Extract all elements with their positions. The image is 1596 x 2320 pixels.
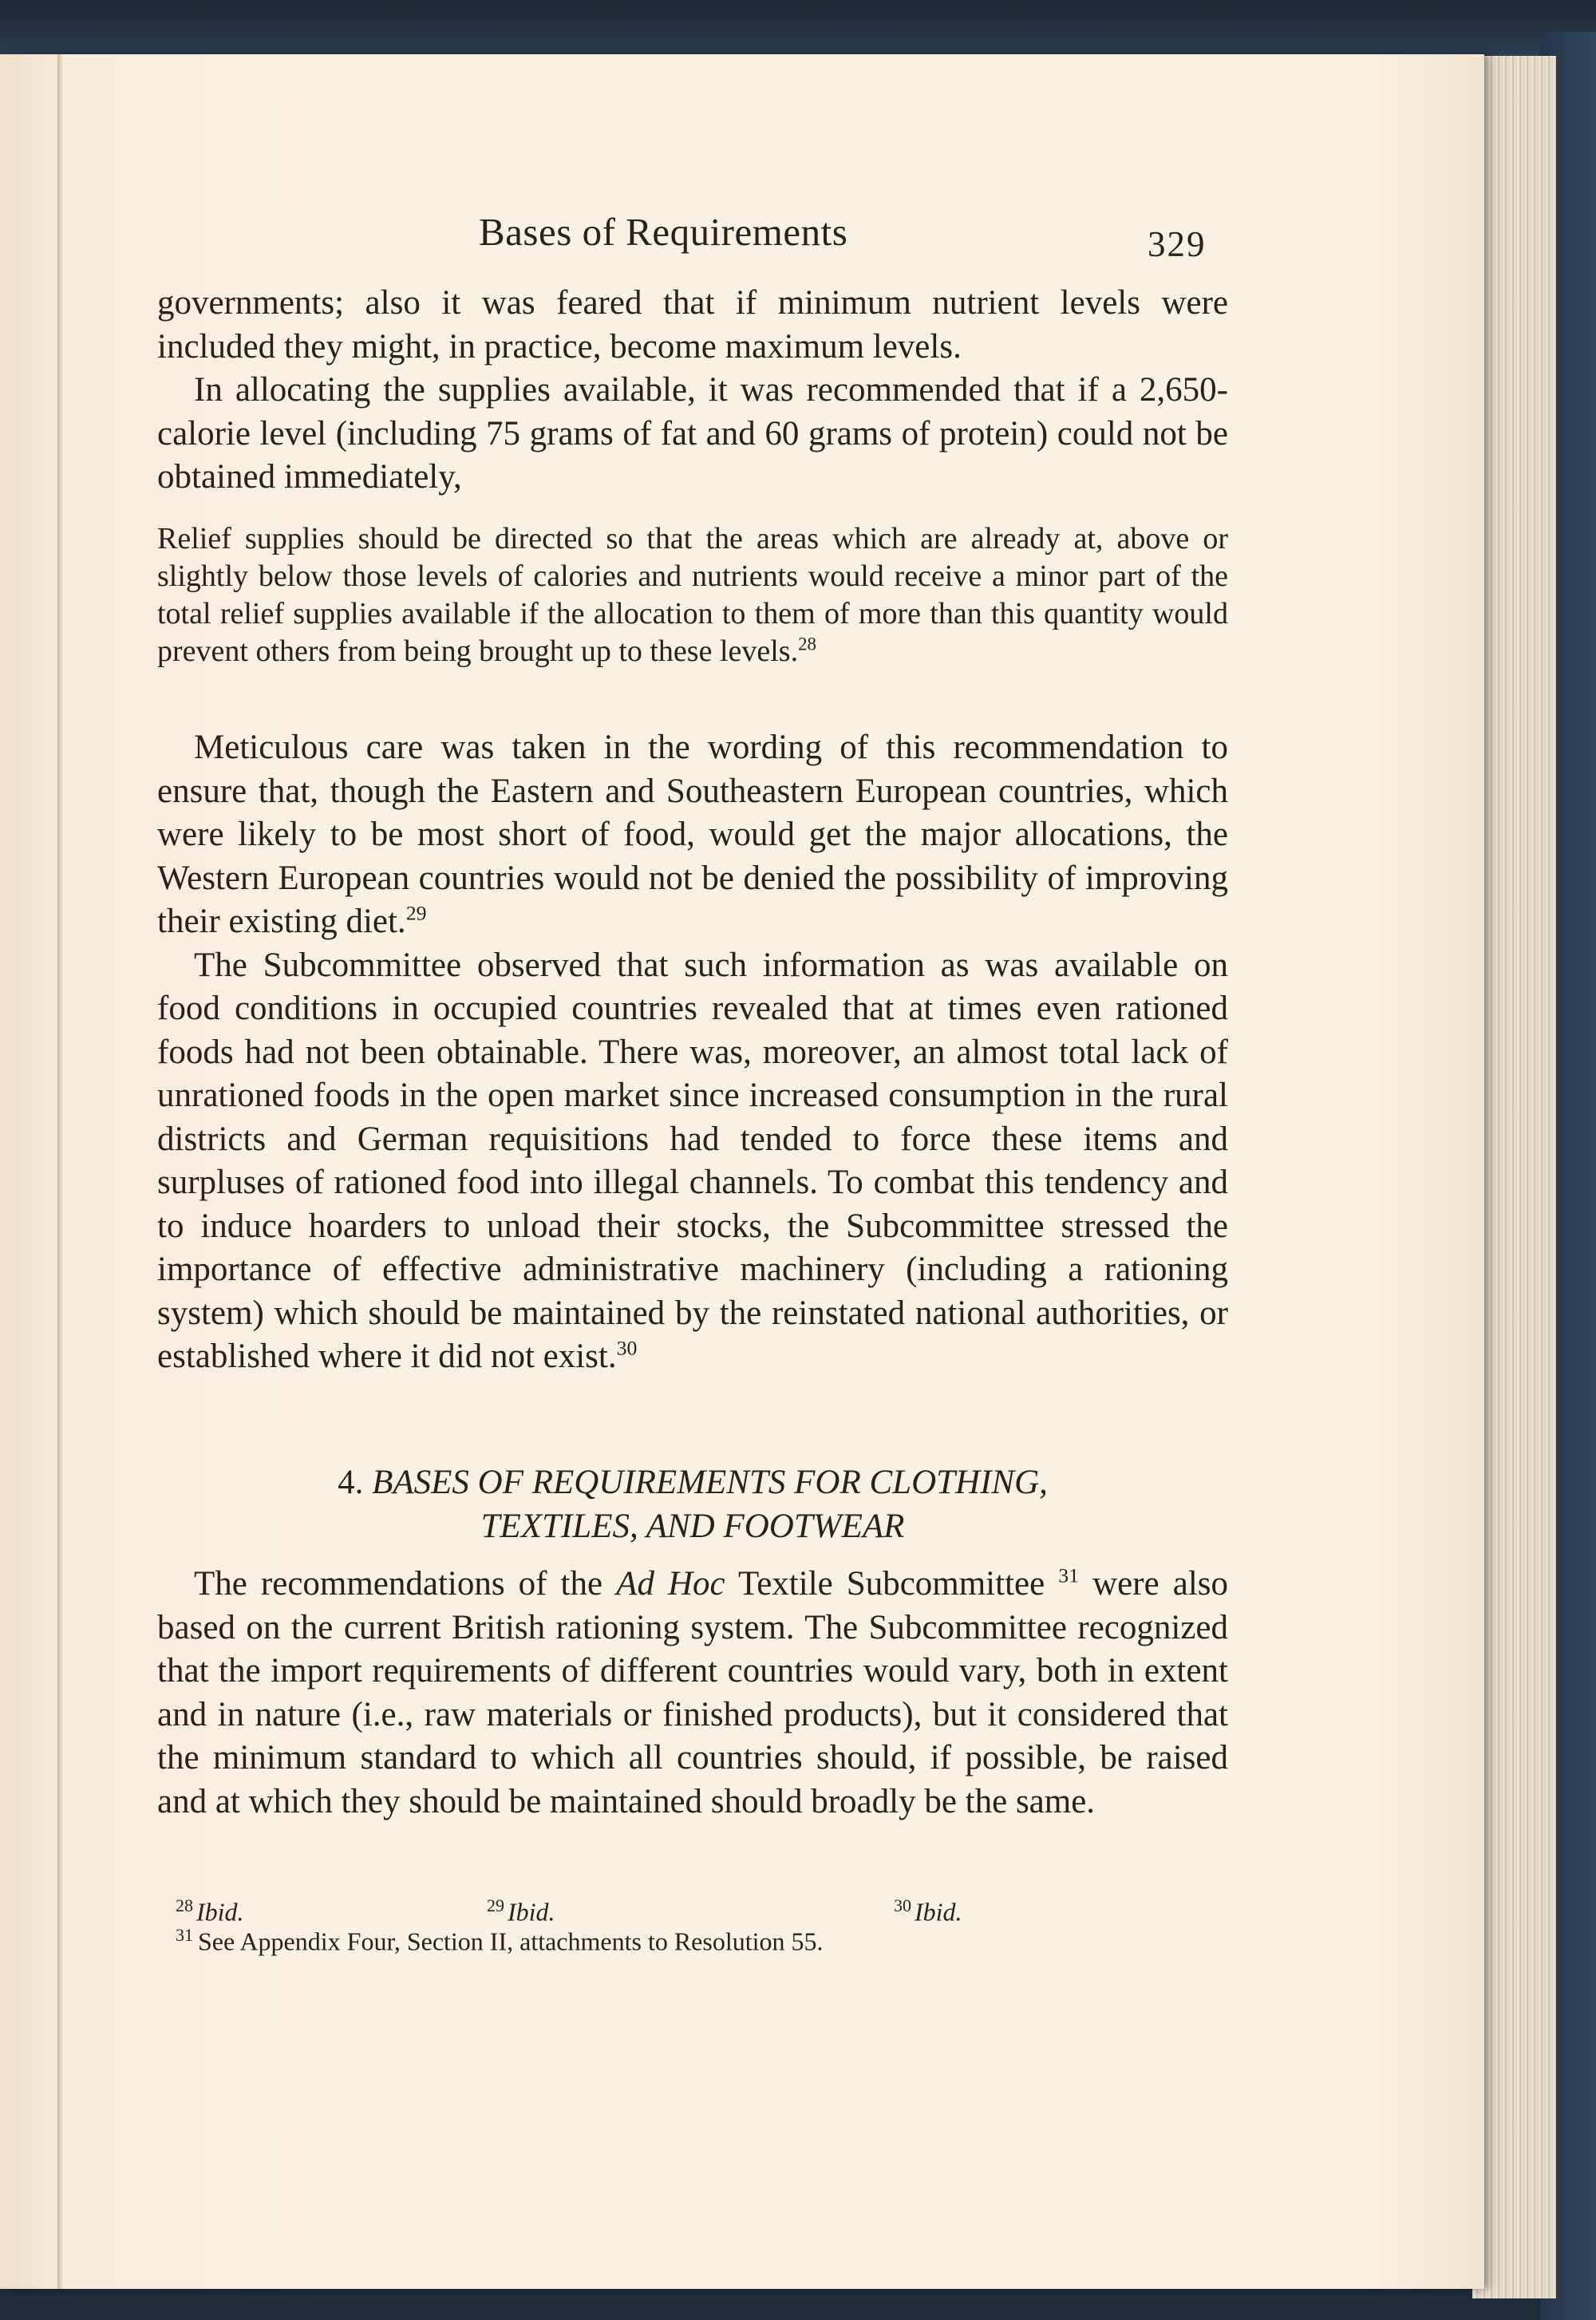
- footnote-29-mark: 29: [487, 1895, 504, 1915]
- footnote-31: [176, 1925, 824, 1957]
- quote-text: Relief supplies should be directed so that the areas which are already at, above or slightly below those levels of calories and nutrients would receive a minor part of the total relief supplies available if the allocation to them of more than this quantity would prevent others from being brought up to these levels.: [157, 522, 1228, 668]
- paragraph-continuation: governments; also it was feared that if minimum nutrient levels were included they might, in practice, become maximum levels.: [157, 284, 1228, 366]
- paragraph-textile: [157, 1563, 1228, 1824]
- footnote-29: [487, 1895, 555, 1927]
- ad-hoc-italic: Ad Hoc: [616, 1565, 725, 1603]
- footnote-29-text: Ibid.: [508, 1897, 555, 1927]
- paragraph-allocation: In allocating the supplies available, it was recommended that if a 2,650-calorie level (including 75 grams of fat and 60 grams of protein) could not be obtained immediately,: [157, 371, 1228, 496]
- body-middle: [157, 726, 1228, 1379]
- footnote-ref-30: 30: [616, 1336, 638, 1360]
- footnote-28-mark: 28: [176, 1895, 193, 1915]
- paragraph-textile-mid: Textile Subcommittee: [725, 1565, 1059, 1603]
- footnote-28: [176, 1895, 244, 1927]
- footnote-30: [894, 1895, 962, 1927]
- footnote-28-text: Ibid.: [196, 1897, 244, 1927]
- book-cover-top: [0, 0, 1596, 56]
- section-number: 4.: [338, 1464, 364, 1501]
- footnote-ref-31: 31: [1058, 1563, 1080, 1587]
- footnotes-row: [176, 1895, 1053, 1927]
- body-bottom: [157, 1563, 1228, 1824]
- footnote-ref-28: 28: [798, 634, 816, 654]
- section-heading-line1: [157, 1460, 1228, 1504]
- paragraph-subcommittee: [157, 944, 1228, 1379]
- block-quote: [157, 520, 1228, 670]
- footnote-30-text: Ibid.: [915, 1897, 962, 1927]
- footnote-31-text: See Appendix Four, Section II, attachments to Resolution 55.: [198, 1927, 824, 1956]
- section-title-line1: BASES OF REQUIREMENTS FOR CLOTHING,: [372, 1464, 1048, 1501]
- footnote-ref-29: 29: [405, 901, 427, 925]
- paragraph-wording: [157, 726, 1228, 944]
- page-edges: [1472, 56, 1559, 2298]
- page-gutter: [57, 54, 62, 2289]
- paragraph-subcommittee-text: The Subcommittee observed that such information as was available on food conditions in occupied countries revealed that at times even rationed foods had not been obtainable. There was, moreover, an almost total lack of unrationed foods in the open market since increased consumption in the rural districts and German requisitions had tended to force these items and surpluses of rationed food into illegal channels. To combat this tendency and to induce hoarders to unload their stocks, the Subcommittee stressed the importance of effective administrative machinery (including a rationing system) which should be maintained by the reinstated national authorities, or established where it did not exist.: [157, 946, 1228, 1375]
- paragraph-textile-start: The recommendations of the: [194, 1565, 617, 1603]
- running-head: Bases of Requirements: [479, 210, 848, 254]
- section-heading: [157, 1460, 1228, 1548]
- page-number: 329: [1148, 224, 1207, 264]
- body-top: [157, 282, 1228, 500]
- footnote-30-mark: 30: [894, 1895, 911, 1915]
- paragraph-textile-rest: were also based on the current British rationing system. The Subcommittee recognized that the import requirements of different countries would vary, both in extent and in nature (i.e., raw materials or finished products), but it considered that the minimum standard to which all countries should, if possible, be raised and at which they should be maintained should broadly be the same.: [157, 1565, 1229, 1820]
- paragraph-wording-text: Meticulous care was taken in the wording of this recommendation to ensure that, though the Eastern and Southeastern European countries, which were likely to be most short of food, would get the major allocations, the Western European countries would not be denied the possibility of improving their existing diet.: [157, 729, 1228, 940]
- footnote-31-mark: 31: [176, 1925, 193, 1945]
- section-title-line2: TEXTILES, AND FOOTWEAR: [480, 1508, 905, 1545]
